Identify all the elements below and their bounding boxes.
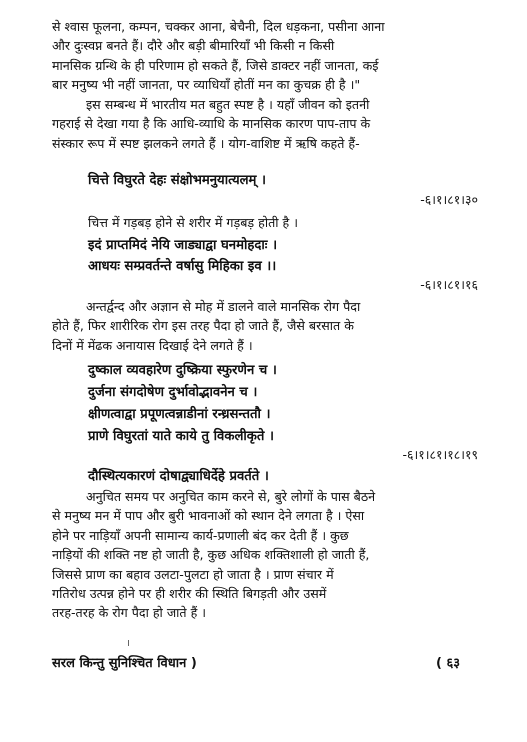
text-line: से श्वास फूलना, कम्पन, चक्कर आना, बेचैनी, दिल धड़कना, पसीना आना: [52, 19, 385, 34]
text-line: से मनुष्य मन में पाप और बुरी भावनाओं को स्थान देने लगता है । ऐसा: [52, 508, 365, 524]
text-line: जिससे प्राण का बहाव उलटा-पुलटा हो जाता है । प्राण संचार में: [52, 566, 334, 582]
text-line: दिनों में मेंढक अनायास दिखाई देने लगते हैं ।: [52, 337, 253, 353]
stray-mark: [128, 640, 129, 646]
verse-line: इदं प्राप्तमिदं नेयि जाड्याद्वा घनमोहदाः ।: [88, 238, 278, 253]
text-line: अन्तर्द्वन्द और अज्ञान से मोह में डालने वाले मानसिक रोग पैदा: [86, 299, 361, 314]
verse-line: प्राणे विघुरतां याते काये तु विकलीकृते ।: [88, 429, 275, 444]
translation-line: चित्त में गड़बड़ होने से शरीर में गड़बड़ होती है ।: [88, 215, 298, 230]
verse-reference: -६।१।८१।१६: [420, 277, 478, 292]
verse-line: चित्ते विघुरते देहः संक्षोभमनुयात्यलम् ।: [88, 173, 267, 188]
verse-line: दौस्थित्यकारणं दोषाद्व्याधिर्देहे प्रवर्तते ।: [88, 469, 269, 484]
footer-title: सरल किन्तु सुनिश्चित विधान ): [52, 656, 197, 671]
page-number: ( ६३: [436, 656, 460, 671]
context-paragraph: [52, 95, 484, 153]
text-line: नाड़ियों की शक्ति नष्ट हो जाती है, कुछ अधिक शक्तिशाली हो जाती हैं,: [52, 547, 370, 563]
verse-line: क्षीणत्वाद्वा प्रपूणत्वन्नाडीनां रन्ध्रसन्ततौ ।: [88, 407, 271, 422]
verse-reference: -६।१।८१।३०: [420, 192, 478, 207]
text-line: संस्कार रूप में स्पष्ट झलकने लगते हैं । योग-वाशिष्ट में ऋषि कहते हैं-: [52, 135, 360, 151]
explanation-paragraph: [52, 297, 484, 355]
intro-paragraph: [52, 17, 484, 95]
text-line: और दुःस्वप्न बनते हैं। दौरे और बड़ी बीमारियाँ भी किसी न किसी: [52, 38, 335, 54]
verse-reference: -६।१।८१।१८।१९: [402, 447, 478, 462]
text-line: होते हैं, फिर शारीरिक रोग इस तरह पैदा हो जाते हैं, जैसे बरसात के: [52, 318, 354, 334]
text-line: मानसिक ग्रन्थि के ही परिणाम हो सकते हैं, जिसे डाक्टर नहीं जानता, कई: [52, 57, 379, 73]
text-line: गहराई से देखा गया है कि आधि-व्याधि के मानसिक कारण पाप-ताप के: [52, 116, 371, 132]
text-line: इस सम्बन्ध में भारतीय मत बहुत स्पष्ट है । यहाँ जीवन को इतनी: [86, 97, 370, 112]
text-line: गतिरोध उत्पन्न होने पर ही शरीर की स्थिति बिगड़ती और उसमें: [52, 586, 327, 602]
closing-paragraph: [52, 487, 484, 623]
text-line: तरह-तरह के रोग पैदा हो जाते हैं ।: [52, 605, 207, 621]
text-line: होने पर नाड़ियाँ अपनी सामान्य कार्य-प्रणाली बंद कर देती हैं । कुछ: [52, 527, 349, 543]
text-line: अनुचित समय पर अनुचित काम करने से, बुरे लोगों के पास बैठने: [86, 489, 376, 504]
verse-line: दुर्जना संगदोषेण दुर्भावोद्भावनेन च ।: [88, 385, 258, 400]
text-line: बार मनुष्य भी नहीं जानता, पर व्याधियाँ होतीं मन का कुचक्र ही है ।": [52, 77, 361, 93]
verse-line: आधयः सम्प्रवर्तन्ते वर्षासु मिहिका इव ।।: [88, 259, 277, 274]
verse-line: दुष्काल व्यवहारेण दुष्क्रिया स्फुरणेन च ।: [88, 363, 277, 378]
